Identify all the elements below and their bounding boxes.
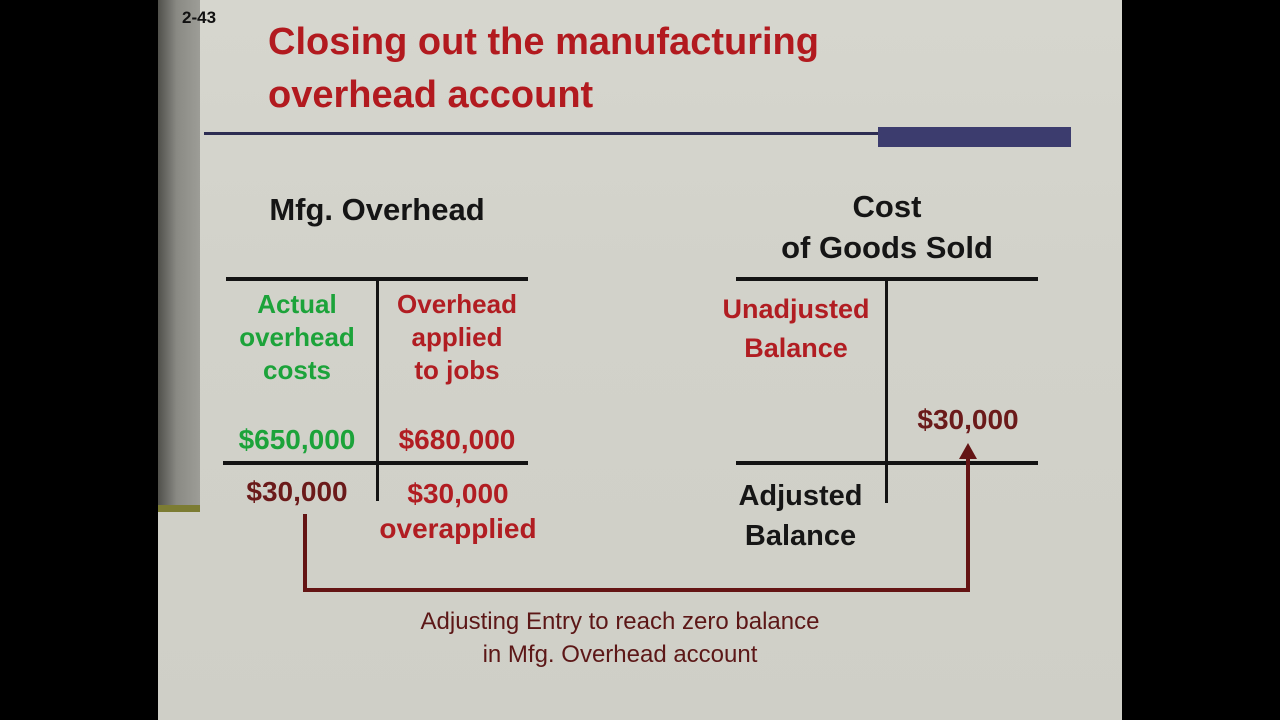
adjusted-line2: Balance [744,520,857,552]
mfg-overhead-account-title: Mfg. Overhead [269,192,485,227]
overapplied-amount: $30,000 [407,478,509,509]
adjusted-line1: Adjusted [738,480,863,512]
cogs-credit-amount: $30,000 [917,404,1019,435]
slide-title-line2: overhead account [268,74,594,116]
unadjusted-line1: Unadjusted [722,294,870,324]
applied-overhead-amount: $680,000 [398,424,516,455]
mfg-overhead-total-line [223,461,528,465]
mfg-overhead-divider-line [376,277,379,501]
adjusting-arrow-left-segment [303,514,307,592]
overhead-applied-label [382,288,532,387]
adjusting-arrow-horizontal-segment [303,588,970,592]
overapplied-word: overapplied [379,513,537,544]
cogs-title-line2: of Goods Sold [781,230,993,265]
overhead-applied-line1: Overhead [397,289,517,319]
actual-overhead-amount: $650,000 [238,424,356,455]
adjusting-entry-caption [310,605,930,671]
overhead-applied-line3: to jobs [414,355,500,385]
adjusted-balance-label [713,476,888,556]
actual-overhead-costs-label [220,288,374,387]
unadjusted-balance-label [703,290,889,368]
actual-overhead-costs-line2: overhead [239,322,355,352]
caption-line2: in Mfg. Overhead account [482,641,758,668]
left-edge-strip [158,0,200,512]
caption-line1: Adjusting Entry to reach zero balance [420,608,820,635]
slide-title [268,16,988,122]
actual-overhead-costs-line3: costs [263,355,331,385]
cogs-total-line [736,461,1038,465]
overapplied-balance [376,476,540,546]
mfg-overhead-debit-balance: $30,000 [246,476,348,507]
unadjusted-line2: Balance [744,333,848,363]
slide-title-line1: Closing out the manufacturing [268,21,819,63]
slide-number: 2-43 [182,8,217,27]
adjusting-arrow-head-icon [959,443,977,459]
title-underline [204,132,880,135]
adjusting-arrow-right-segment [966,458,970,592]
actual-overhead-costs-line1: Actual [257,289,337,319]
overhead-applied-line2: applied [411,322,503,352]
left-edge-olive-line [158,505,200,512]
title-accent-bar [878,127,1071,147]
presentation-slide [158,0,1122,720]
cogs-title-line1: Cost [852,189,922,224]
cogs-account-title [736,186,1038,268]
